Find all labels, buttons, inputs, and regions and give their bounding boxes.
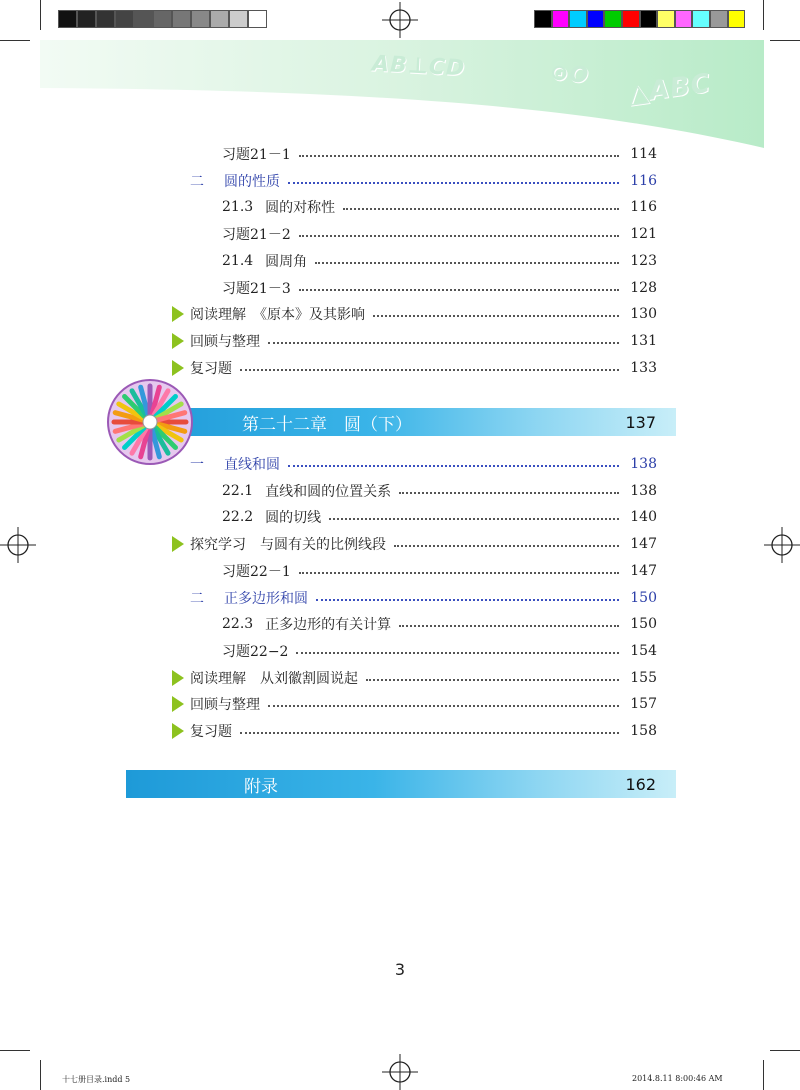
toc-entry[interactable] xyxy=(190,356,657,380)
toc-entry[interactable] xyxy=(222,222,657,246)
toc-entry-number: 二 xyxy=(190,590,204,607)
toc-entry[interactable] xyxy=(222,479,657,503)
toc-entry-label: 正多边形和圆 xyxy=(224,590,308,607)
color-swatch xyxy=(622,10,640,28)
toc-entry-page: 155 xyxy=(630,669,657,686)
dot-leader xyxy=(329,518,619,520)
gray-swatch xyxy=(115,10,134,28)
toc-entry-page: 157 xyxy=(630,696,657,713)
color-swatch xyxy=(728,10,746,28)
toc-entry-page: 150 xyxy=(630,616,657,633)
toc-entry-page: 140 xyxy=(630,509,657,526)
toc-entry-label: 回顾与整理 xyxy=(190,333,260,350)
dot-leader xyxy=(268,342,619,344)
toc-entry-label: 探究学习 与圆有关的比例线段 xyxy=(190,537,386,554)
color-swatch xyxy=(710,10,728,28)
registration-mark-icon xyxy=(0,527,36,563)
appendix-heading[interactable] xyxy=(126,770,676,798)
chapter-heading[interactable] xyxy=(126,408,676,436)
registration-mark-icon xyxy=(382,2,418,38)
gray-swatch xyxy=(210,10,229,28)
dot-leader xyxy=(299,155,619,157)
toc-entry-label: 圆周角 xyxy=(265,253,308,270)
toc-entry-label: 习题21－3 xyxy=(222,280,291,297)
toc-entry-number: 二 xyxy=(190,173,204,190)
gray-swatch xyxy=(248,10,267,28)
header-decor-circle: ⊙O xyxy=(548,60,591,89)
toc-entry-number: 22.3 xyxy=(222,616,254,633)
toc-entry[interactable] xyxy=(190,692,657,716)
toc-entry-number: 22.1 xyxy=(222,482,254,499)
dot-leader xyxy=(299,572,619,574)
toc-entry-page: 158 xyxy=(630,723,657,739)
toc-entry-label: 习题22－1 xyxy=(222,563,291,580)
toc-entry-label: 阅读理解 《原本》及其影响 xyxy=(190,307,365,324)
toc-entry-page: 147 xyxy=(630,536,657,553)
arrow-marker-icon xyxy=(172,696,184,712)
gray-swatch xyxy=(172,10,191,28)
dot-leader xyxy=(240,732,619,734)
toc-entry-label: 习题21－2 xyxy=(222,227,291,244)
registration-mark-icon xyxy=(382,1054,418,1090)
arrow-marker-icon xyxy=(172,333,184,349)
toc-entry-label: 习题22−2 xyxy=(222,643,289,660)
color-swatch xyxy=(604,10,622,28)
toc-entry-label: 直线和圆 xyxy=(224,457,280,473)
gray-swatch xyxy=(96,10,115,28)
dot-leader xyxy=(343,208,619,210)
slug-datetime: 2014.8.11 8:00:46 AM xyxy=(632,1074,723,1083)
dot-leader xyxy=(288,465,619,467)
toc-entry-label: 复习题 xyxy=(190,724,232,740)
color-swatch xyxy=(640,10,658,28)
registration-mark-icon xyxy=(764,527,800,563)
toc-entry-page: 116 xyxy=(630,199,657,216)
toc-entry-label: 圆的性质 xyxy=(224,173,280,190)
toc-entry-page: 154 xyxy=(630,642,657,659)
toc-entry-page: 131 xyxy=(630,332,657,349)
dot-leader xyxy=(268,705,619,707)
toc-entry-label: 阅读理解 从刘徽割圆说起 xyxy=(190,670,358,687)
color-swatch xyxy=(534,10,552,28)
toc-entry[interactable] xyxy=(222,249,657,273)
dot-leader xyxy=(399,625,619,627)
toc-entry-page: 138 xyxy=(630,456,657,472)
dot-leader xyxy=(299,289,619,291)
toc-entry[interactable] xyxy=(190,302,657,326)
toc-entry-page: 150 xyxy=(630,589,657,606)
gray-swatch xyxy=(134,10,153,28)
dot-leader xyxy=(373,315,619,317)
pencil-wheel-icon xyxy=(106,378,194,466)
toc-entry-page: 116 xyxy=(630,172,657,189)
toc-entry[interactable] xyxy=(190,719,657,743)
toc-entry[interactable] xyxy=(222,505,657,529)
arrow-marker-icon xyxy=(172,360,184,376)
toc-entry-number: 22.2 xyxy=(222,509,254,526)
color-swatch xyxy=(552,10,570,28)
arrow-marker-icon xyxy=(172,670,184,686)
toc-entry[interactable] xyxy=(222,559,657,583)
toc-entry-page: 147 xyxy=(630,562,657,579)
header-decor-triangle: △ABC xyxy=(626,68,713,110)
toc-entry-label: 圆的对称性 xyxy=(265,200,336,217)
color-swatch xyxy=(692,10,710,28)
toc-entry-label: 圆的切线 xyxy=(265,510,322,527)
toc-entry-label: 正多边形的有关计算 xyxy=(265,617,392,634)
toc-entry[interactable] xyxy=(222,195,657,219)
toc-entry-number: 21.3 xyxy=(222,199,254,216)
toc-entry[interactable] xyxy=(222,639,657,663)
toc-entry-page: 130 xyxy=(630,306,657,323)
toc-entry-label: 复习题 xyxy=(190,360,232,377)
appendix-title: 附录 xyxy=(244,776,278,797)
dot-leader xyxy=(240,369,619,371)
gray-swatch xyxy=(153,10,172,28)
color-swatch xyxy=(569,10,587,28)
toc-entry[interactable] xyxy=(190,532,657,556)
toc-entry-label: 回顾与整理 xyxy=(190,697,260,714)
gray-swatch xyxy=(77,10,96,28)
toc-entry[interactable] xyxy=(190,452,657,476)
dot-leader xyxy=(299,235,619,237)
toc-entry[interactable] xyxy=(222,276,657,300)
toc-entry[interactable] xyxy=(222,612,657,636)
gray-swatch xyxy=(191,10,210,28)
dot-leader xyxy=(394,545,619,547)
arrow-marker-icon xyxy=(172,723,184,739)
appendix-page: 162 xyxy=(625,774,656,794)
color-swatch xyxy=(587,10,605,28)
color-swatch xyxy=(657,10,675,28)
toc-entry-page: 128 xyxy=(630,279,657,296)
dot-leader xyxy=(296,652,619,654)
toc-entry-label: 直线和圆的位置关系 xyxy=(265,483,392,500)
color-swatch xyxy=(675,10,693,28)
dot-leader xyxy=(366,679,619,681)
chapter-page: 137 xyxy=(625,412,656,432)
dot-leader xyxy=(316,599,619,601)
dot-leader xyxy=(315,262,619,264)
toc-entry-number: 一 xyxy=(190,457,204,473)
toc-entry[interactable] xyxy=(190,666,657,690)
toc-entry-page: 123 xyxy=(630,252,657,269)
toc-entry-page: 114 xyxy=(630,146,657,162)
toc-entry-page: 121 xyxy=(630,226,657,243)
toc-entry[interactable] xyxy=(190,586,657,610)
page-number: 3 xyxy=(394,960,406,979)
header-decor-perpendicular: AB⊥CD xyxy=(371,51,466,82)
dot-leader xyxy=(399,492,619,494)
gray-swatch xyxy=(229,10,248,28)
toc-entry-number: 21.4 xyxy=(222,252,254,269)
dot-leader xyxy=(288,182,619,184)
slug-file: 十七册目录.indd 5 xyxy=(62,1075,131,1084)
arrow-marker-icon xyxy=(172,306,184,322)
toc-entry-page: 138 xyxy=(630,482,657,499)
toc-entry[interactable] xyxy=(222,142,657,166)
arrow-marker-icon xyxy=(172,536,184,552)
toc-entry[interactable] xyxy=(190,329,657,353)
toc-entry[interactable] xyxy=(190,169,657,193)
toc-entry-label: 习题21－1 xyxy=(222,147,291,163)
gray-swatch xyxy=(58,10,77,28)
chapter-title: 第二十二章 圆（下） xyxy=(242,414,412,435)
toc-entry-page: 133 xyxy=(630,359,657,376)
